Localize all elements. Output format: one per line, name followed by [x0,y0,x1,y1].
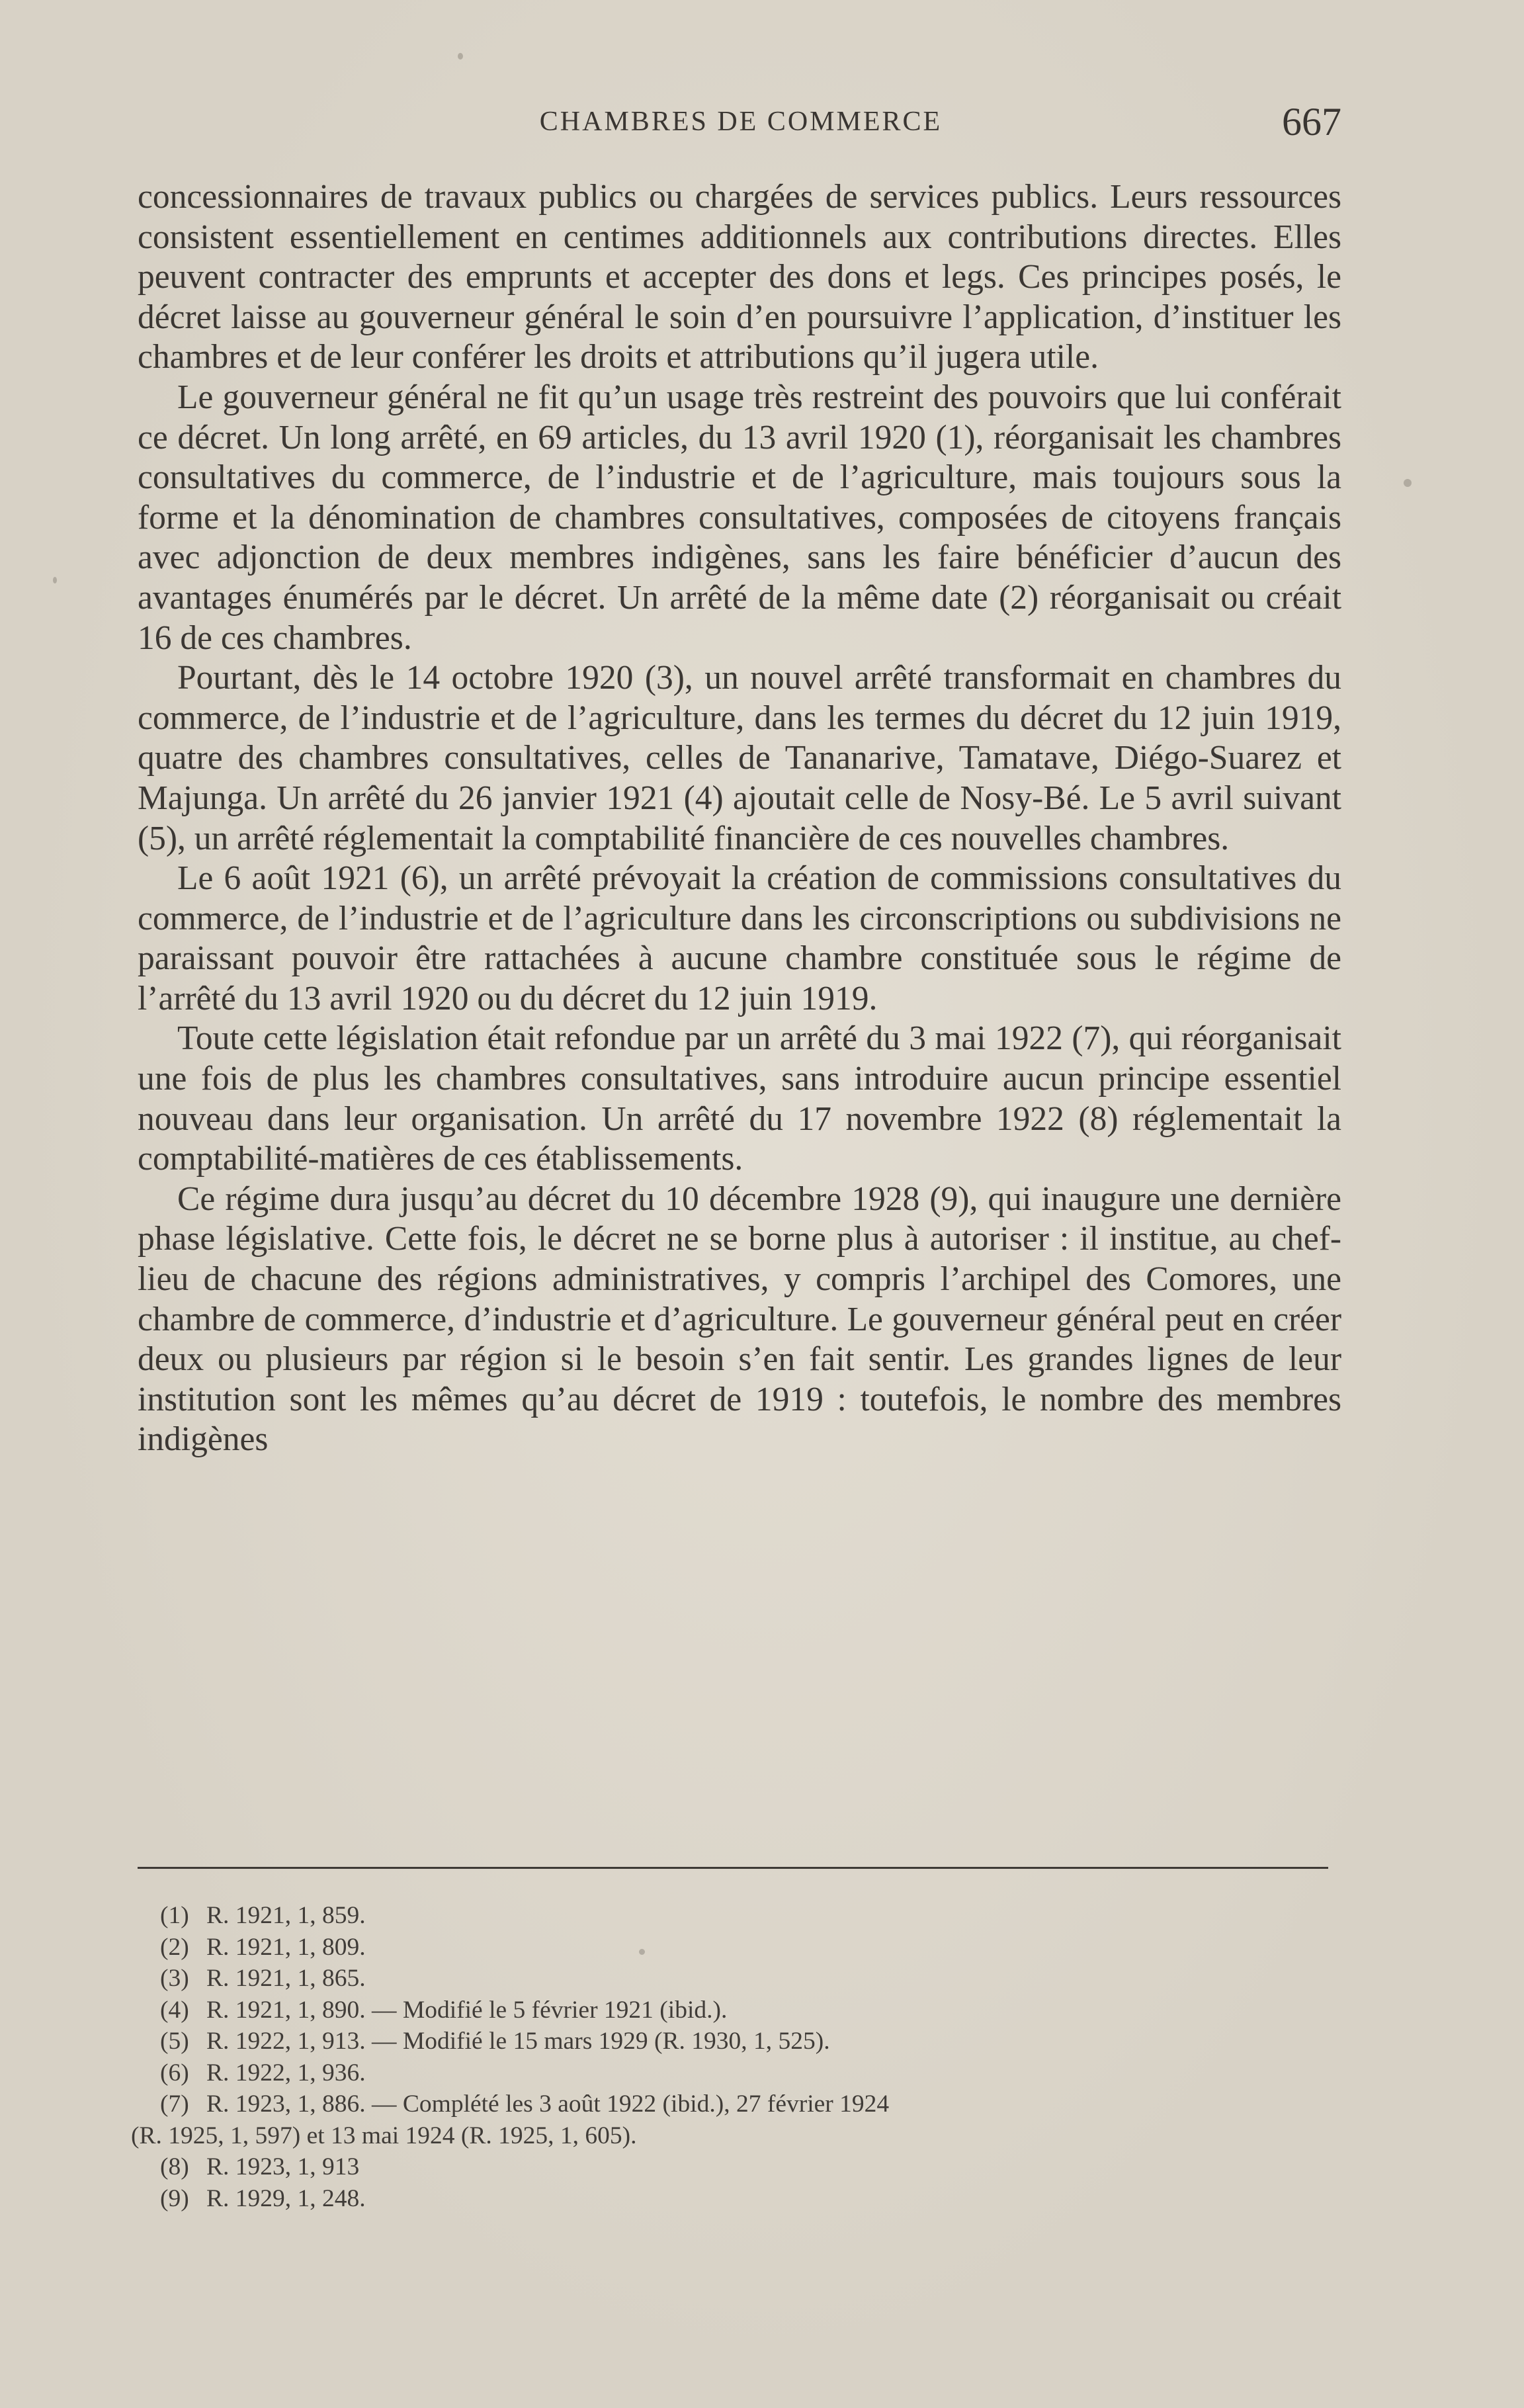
footnote-number: (8) [160,2153,189,2180]
footnote-number: (3) [160,1965,189,1992]
footnote-number: (7) [160,2090,189,2118]
footnote-separator [138,1867,1328,1869]
footnote-number: (1) [160,1902,189,1929]
paper-speck [1404,479,1412,487]
footnote-2 [131,1932,1335,1963]
footnote-3 [131,1963,1335,1995]
footnote-text: (R. 1925, 1, 597) et 13 mai 1924 (R. 1925, 1, 605). [131,2122,637,2149]
footnote-text: R. 1929, 1, 248. [206,2184,366,2212]
footnote-8 [131,2151,1335,2183]
footnote-text: R. 1921, 1, 809. [206,1933,366,1961]
footnote-7-continuation [131,2120,1335,2152]
body-text [138,177,1341,1460]
paragraph-5: Toute cette législation était refondue par un arrêté du 3 mai 1922 (7), qui réorganisait une fois de plus les chambres consultatives, sans introduire aucun principe essentiel nouveau dans leur organisation. Un arrêté du 17 novembre 1922 (8) réglementait la comptabilité-matières de ces établissements. [138,1019,1341,1178]
paper-speck [458,53,463,60]
paragraph-1: concessionnaires de travaux publics ou chargées de services publics. Leurs ressources consistent essentiellement en centimes additionnels aux contributions directes. Elles peuvent contracter des emprunts et accepter des dons et legs. Ces principes posés, le décret laisse au gouverneur général le soin d’en poursuivre l’application, d’instituer les chambres et de leur conférer les droits et attributions qu’il jugera utile. [138,178,1341,376]
paragraph-2: Le gouverneur général ne fit qu’un usage très restreint des pouvoirs que lui conférait ce décret. Un long arrêté, en 69 articles, du 13 avril 1920 (1), réorganisait les chambres consultatives du commerce, de l’industrie et de l’agriculture, mais toujours sous la forme et la dénomination de chambres consultatives, composées de citoyens français avec adjonction de deux membres indigènes, sans les faire bénéficier d’aucun des avantages énumérés par le décret. Un arrêté de la même date (2) réorganisait ou créait 16 de ces chambres. [138,378,1341,657]
footnote-number: (6) [160,2059,189,2086]
footnote-number: (5) [160,2028,189,2055]
footnote-6 [131,2057,1335,2089]
paragraph-4: Le 6 août 1921 (6), un arrêté prévoyait la création de commissions consultatives du commerce, de l’industrie et de l’agriculture dans les circonscriptions ou subdivisions ne paraissant pouvoir être rattachées à aucune chambre constituée sous le régime de l’arrêté du 13 avril 1920 ou du décret du 12 juin 1919. [138,859,1341,1017]
paragraph-6: Ce régime dura jusqu’au décret du 10 décembre 1928 (9), qui inaugure une dernière phase législative. Cette fois, le décret ne se borne plus à autoriser : il institue, au chef-lieu de chacune des régions administratives, y compris l’archipel des Comores, une chambre de commerce, d’industrie et d’agriculture. Le gouverneur général peut en créer deux ou plusieurs par région si le besoin s’en fait sentir. Les grandes lignes de leur institution sont les mêmes qu’au décret de 1919 : toutefois, le nombre des membres indigènes [138,1180,1341,1459]
footnote-text: R. 1921, 1, 859. [206,1902,366,1929]
footnote-text: R. 1921, 1, 865. [206,1965,366,1992]
footnote-1 [131,1900,1335,1932]
running-title: CHAMBRES DE COMMERCE [539,107,943,137]
paper-speck [53,577,57,583]
footnote-number: (9) [160,2184,189,2212]
footnote-text: R. 1921, 1, 890. — Modifié le 5 février 1921 (ibid.). [206,1996,728,2024]
footnote-text: R. 1923, 1, 886. — Complété les 3 août 1922 (ibid.), 27 février 1924 [206,2090,890,2118]
footnote-text: R. 1923, 1, 913 [206,2153,360,2180]
footnote-4 [131,1995,1335,2026]
footnote-5 [131,2026,1335,2057]
paragraph-3: Pourtant, dès le 14 octobre 1920 (3), un nouvel arrêté transformait en chambres du commerce, de l’industrie et de l’agriculture, dans les termes du décret du 12 juin 1919, quatre des chambres consultatives, celles de Tananarive, Tamatave, Diégo-Suarez et Majunga. Un arrêté du 26 janvier 1921 (4) ajoutait celle de Nosy-Bé. Le 5 avril suivant (5), un arrêté réglementait la comptabilité financière de ces nouvelles chambres. [138,659,1341,857]
footnote-text: R. 1922, 1, 936. [206,2059,366,2086]
footnote-number: (4) [160,1996,189,2024]
footnote-7 [131,2088,1335,2120]
page-number: 667 [1282,100,1341,144]
footnotes [131,1900,1335,2214]
footnote-number: (2) [160,1933,189,1961]
page-header [140,99,1341,152]
footnote-9 [131,2183,1335,2215]
paper-speck [639,1949,645,1955]
footnote-text: R. 1922, 1, 913. — Modifié le 15 mars 1929 (R. 1930, 1, 525). [206,2028,830,2055]
